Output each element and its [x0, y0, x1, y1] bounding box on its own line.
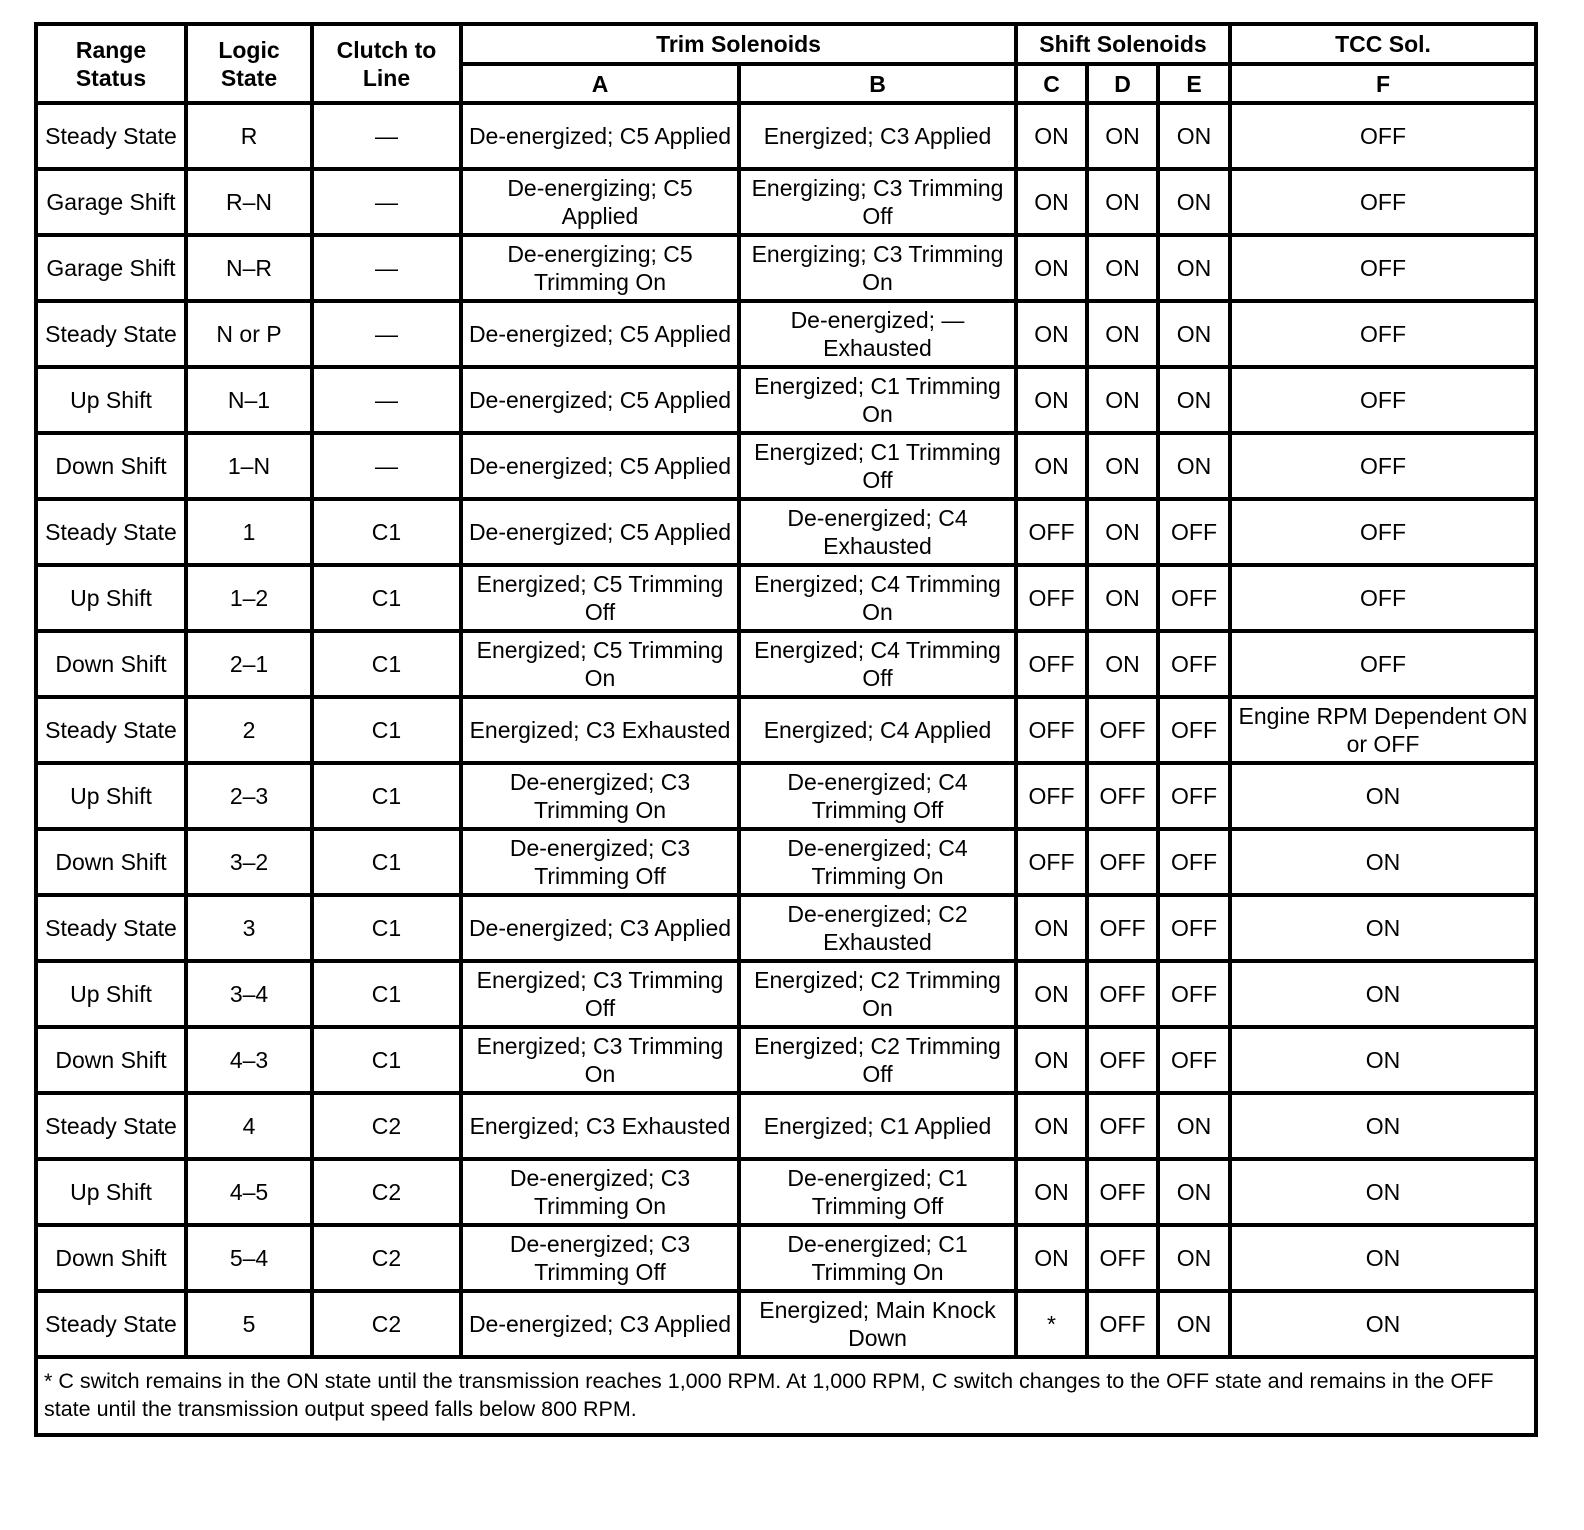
header-trim-solenoids: Trim Solenoids	[461, 24, 1016, 64]
table-row	[36, 1159, 1536, 1225]
cell-trim-a: De-energized; C3 Applied	[461, 1291, 739, 1357]
cell-range-status: Garage Shift	[36, 235, 186, 301]
cell-trim-b: Energized; C3 Applied	[739, 103, 1016, 169]
cell-logic-state: R–N	[186, 169, 312, 235]
cell-range-status: Down Shift	[36, 433, 186, 499]
header-tcc-sol: TCC Sol.	[1230, 24, 1536, 64]
cell-logic-state: 1	[186, 499, 312, 565]
cell-clutch-to-line: C2	[312, 1291, 461, 1357]
cell-shift-c: OFF	[1016, 631, 1087, 697]
cell-clutch-to-line: —	[312, 235, 461, 301]
cell-trim-b: De-energized; C4 Trimming On	[739, 829, 1016, 895]
cell-trim-a: De-energized; C3 Applied	[461, 895, 739, 961]
cell-trim-b: Energized; C4 Trimming On	[739, 565, 1016, 631]
cell-shift-d: OFF	[1087, 895, 1158, 961]
cell-shift-c: ON	[1016, 1159, 1087, 1225]
cell-shift-e: ON	[1158, 169, 1230, 235]
cell-tcc-f: OFF	[1230, 367, 1536, 433]
cell-clutch-to-line: —	[312, 169, 461, 235]
cell-trim-a: De-energizing; C5 Trimming On	[461, 235, 739, 301]
cell-tcc-f: ON	[1230, 829, 1536, 895]
cell-shift-e: OFF	[1158, 499, 1230, 565]
cell-tcc-f: ON	[1230, 1027, 1536, 1093]
cell-trim-a: Energized; C5 Trimming Off	[461, 565, 739, 631]
cell-tcc-f: ON	[1230, 1093, 1536, 1159]
cell-logic-state: 1–N	[186, 433, 312, 499]
cell-trim-b: De-energized; — Exhausted	[739, 301, 1016, 367]
cell-shift-c: ON	[1016, 1225, 1087, 1291]
cell-trim-b: Energized; C1 Trimming Off	[739, 433, 1016, 499]
cell-shift-e: ON	[1158, 235, 1230, 301]
cell-trim-b: Energized; C4 Applied	[739, 697, 1016, 763]
cell-shift-e: OFF	[1158, 895, 1230, 961]
cell-shift-e: ON	[1158, 301, 1230, 367]
cell-clutch-to-line: C1	[312, 631, 461, 697]
cell-clutch-to-line: C1	[312, 565, 461, 631]
cell-tcc-f: ON	[1230, 895, 1536, 961]
cell-range-status: Up Shift	[36, 565, 186, 631]
table-row	[36, 829, 1536, 895]
table-row	[36, 1093, 1536, 1159]
cell-shift-e: ON	[1158, 1093, 1230, 1159]
cell-shift-c: OFF	[1016, 565, 1087, 631]
table-row	[36, 301, 1536, 367]
cell-range-status: Down Shift	[36, 1027, 186, 1093]
cell-trim-b: Energizing; C3 Trimming Off	[739, 169, 1016, 235]
header-col-c: C	[1016, 64, 1087, 103]
header-col-b: B	[739, 64, 1016, 103]
cell-logic-state: 3–4	[186, 961, 312, 1027]
cell-range-status: Up Shift	[36, 961, 186, 1027]
cell-trim-b: Energized; C2 Trimming On	[739, 961, 1016, 1027]
cell-range-status: Steady State	[36, 895, 186, 961]
table-row	[36, 565, 1536, 631]
cell-trim-b: Energized; C4 Trimming Off	[739, 631, 1016, 697]
table-row	[36, 1291, 1536, 1357]
cell-shift-c: OFF	[1016, 499, 1087, 565]
cell-shift-c: ON	[1016, 367, 1087, 433]
cell-range-status: Down Shift	[36, 829, 186, 895]
cell-clutch-to-line: —	[312, 301, 461, 367]
cell-logic-state: N–1	[186, 367, 312, 433]
cell-tcc-f: OFF	[1230, 499, 1536, 565]
cell-shift-c: OFF	[1016, 829, 1087, 895]
cell-shift-d: ON	[1087, 565, 1158, 631]
cell-trim-b: Energizing; C3 Trimming On	[739, 235, 1016, 301]
cell-logic-state: 2	[186, 697, 312, 763]
cell-tcc-f: ON	[1230, 1159, 1536, 1225]
cell-range-status: Steady State	[36, 1093, 186, 1159]
cell-range-status: Down Shift	[36, 1225, 186, 1291]
cell-shift-e: OFF	[1158, 1027, 1230, 1093]
footnote-text: * C switch remains in the ON state until the transmission reaches 1,000 RPM. At 1,000 RPM, C switch changes to the OFF state and remains in the OFF state until the transmission output speed falls below 800 RPM.	[36, 1357, 1536, 1435]
cell-logic-state: 3–2	[186, 829, 312, 895]
cell-clutch-to-line: —	[312, 367, 461, 433]
cell-tcc-f: ON	[1230, 1291, 1536, 1357]
cell-range-status: Garage Shift	[36, 169, 186, 235]
header-range-status: Range Status	[36, 24, 186, 103]
table-row	[36, 631, 1536, 697]
cell-shift-d: OFF	[1087, 1225, 1158, 1291]
header-col-a: A	[461, 64, 739, 103]
cell-clutch-to-line: C1	[312, 763, 461, 829]
cell-shift-e: OFF	[1158, 631, 1230, 697]
header-row-groups	[36, 24, 1536, 64]
cell-trim-a: De-energized; C5 Applied	[461, 499, 739, 565]
cell-trim-b: De-energized; C1 Trimming Off	[739, 1159, 1016, 1225]
cell-shift-e: OFF	[1158, 829, 1230, 895]
cell-trim-a: De-energizing; C5 Applied	[461, 169, 739, 235]
cell-shift-c: ON	[1016, 895, 1087, 961]
cell-tcc-f: OFF	[1230, 235, 1536, 301]
table-row	[36, 697, 1536, 763]
table-row	[36, 367, 1536, 433]
cell-tcc-f: ON	[1230, 763, 1536, 829]
header-shift-solenoids: Shift Solenoids	[1016, 24, 1230, 64]
cell-logic-state: 2–3	[186, 763, 312, 829]
cell-tcc-f: ON	[1230, 961, 1536, 1027]
cell-shift-e: ON	[1158, 367, 1230, 433]
cell-clutch-to-line: C1	[312, 697, 461, 763]
cell-logic-state: R	[186, 103, 312, 169]
footnote-row	[36, 1357, 1536, 1435]
cell-trim-b: De-energized; C1 Trimming On	[739, 1225, 1016, 1291]
cell-trim-a: De-energized; C5 Applied	[461, 367, 739, 433]
cell-shift-c: ON	[1016, 1027, 1087, 1093]
cell-trim-a: Energized; C3 Trimming On	[461, 1027, 739, 1093]
cell-trim-b: Energized; C2 Trimming Off	[739, 1027, 1016, 1093]
cell-logic-state: 4–5	[186, 1159, 312, 1225]
table-row	[36, 763, 1536, 829]
cell-trim-b: De-energized; C4 Trimming Off	[739, 763, 1016, 829]
cell-trim-a: De-energized; C3 Trimming Off	[461, 1225, 739, 1291]
cell-trim-b: Energized; Main Knock Down	[739, 1291, 1016, 1357]
cell-shift-c: ON	[1016, 1093, 1087, 1159]
solenoid-table-container	[34, 22, 1534, 1437]
cell-clutch-to-line: C2	[312, 1093, 461, 1159]
cell-shift-d: ON	[1087, 235, 1158, 301]
cell-shift-e: ON	[1158, 433, 1230, 499]
cell-clutch-to-line: C1	[312, 895, 461, 961]
table-row	[36, 235, 1536, 301]
cell-shift-e: OFF	[1158, 763, 1230, 829]
cell-trim-a: De-energized; C3 Trimming On	[461, 1159, 739, 1225]
cell-tcc-f: OFF	[1230, 565, 1536, 631]
cell-range-status: Steady State	[36, 301, 186, 367]
table-body	[36, 103, 1536, 1357]
cell-trim-a: Energized; C3 Exhausted	[461, 1093, 739, 1159]
cell-range-status: Steady State	[36, 499, 186, 565]
cell-trim-a: De-energized; C5 Applied	[461, 433, 739, 499]
cell-range-status: Down Shift	[36, 631, 186, 697]
solenoid-logic-table	[34, 22, 1538, 1437]
cell-shift-c: *	[1016, 1291, 1087, 1357]
cell-shift-c: ON	[1016, 235, 1087, 301]
table-row	[36, 433, 1536, 499]
cell-shift-c: OFF	[1016, 763, 1087, 829]
table-row	[36, 169, 1536, 235]
cell-range-status: Steady State	[36, 103, 186, 169]
cell-logic-state: N or P	[186, 301, 312, 367]
cell-logic-state: 5–4	[186, 1225, 312, 1291]
cell-shift-d: ON	[1087, 499, 1158, 565]
cell-range-status: Up Shift	[36, 367, 186, 433]
cell-trim-a: De-energized; C5 Applied	[461, 301, 739, 367]
cell-tcc-f: Engine RPM Dependent ON or OFF	[1230, 697, 1536, 763]
cell-tcc-f: OFF	[1230, 103, 1536, 169]
cell-logic-state: 1–2	[186, 565, 312, 631]
table-row	[36, 103, 1536, 169]
header-col-e: E	[1158, 64, 1230, 103]
cell-shift-e: ON	[1158, 1159, 1230, 1225]
cell-shift-d: OFF	[1087, 1027, 1158, 1093]
cell-clutch-to-line: C2	[312, 1159, 461, 1225]
cell-logic-state: N–R	[186, 235, 312, 301]
cell-range-status: Up Shift	[36, 763, 186, 829]
cell-shift-e: OFF	[1158, 961, 1230, 1027]
cell-shift-e: OFF	[1158, 565, 1230, 631]
cell-tcc-f: OFF	[1230, 631, 1536, 697]
cell-shift-c: ON	[1016, 433, 1087, 499]
cell-shift-d: OFF	[1087, 697, 1158, 763]
cell-shift-c: ON	[1016, 103, 1087, 169]
cell-shift-e: ON	[1158, 103, 1230, 169]
cell-shift-d: ON	[1087, 433, 1158, 499]
table-row	[36, 1027, 1536, 1093]
cell-shift-d: ON	[1087, 367, 1158, 433]
cell-trim-a: De-energized; C5 Applied	[461, 103, 739, 169]
cell-range-status: Steady State	[36, 1291, 186, 1357]
cell-range-status: Up Shift	[36, 1159, 186, 1225]
table-row	[36, 961, 1536, 1027]
cell-clutch-to-line: C1	[312, 499, 461, 565]
cell-clutch-to-line: —	[312, 103, 461, 169]
cell-shift-d: OFF	[1087, 961, 1158, 1027]
cell-trim-a: Energized; C3 Trimming Off	[461, 961, 739, 1027]
table-row	[36, 895, 1536, 961]
cell-clutch-to-line: —	[312, 433, 461, 499]
cell-shift-d: ON	[1087, 631, 1158, 697]
cell-shift-c: ON	[1016, 301, 1087, 367]
cell-tcc-f: ON	[1230, 1225, 1536, 1291]
cell-trim-a: De-energized; C3 Trimming Off	[461, 829, 739, 895]
cell-shift-c: ON	[1016, 169, 1087, 235]
table-row	[36, 1225, 1536, 1291]
cell-logic-state: 4–3	[186, 1027, 312, 1093]
cell-shift-e: OFF	[1158, 697, 1230, 763]
header-clutch-to-line: Clutch to Line	[312, 24, 461, 103]
cell-shift-d: ON	[1087, 301, 1158, 367]
cell-shift-d: ON	[1087, 103, 1158, 169]
header-col-f: F	[1230, 64, 1536, 103]
cell-tcc-f: OFF	[1230, 169, 1536, 235]
cell-logic-state: 5	[186, 1291, 312, 1357]
cell-shift-d: OFF	[1087, 829, 1158, 895]
cell-range-status: Steady State	[36, 697, 186, 763]
cell-clutch-to-line: C1	[312, 961, 461, 1027]
cell-logic-state: 2–1	[186, 631, 312, 697]
cell-trim-a: De-energized; C3 Trimming On	[461, 763, 739, 829]
cell-shift-e: ON	[1158, 1225, 1230, 1291]
cell-shift-e: ON	[1158, 1291, 1230, 1357]
cell-shift-d: ON	[1087, 169, 1158, 235]
cell-shift-d: OFF	[1087, 1291, 1158, 1357]
cell-clutch-to-line: C1	[312, 1027, 461, 1093]
cell-trim-b: Energized; C1 Trimming On	[739, 367, 1016, 433]
cell-tcc-f: OFF	[1230, 433, 1536, 499]
cell-tcc-f: OFF	[1230, 301, 1536, 367]
cell-shift-c: ON	[1016, 961, 1087, 1027]
cell-logic-state: 4	[186, 1093, 312, 1159]
cell-trim-b: De-energized; C4 Exhausted	[739, 499, 1016, 565]
header-col-d: D	[1087, 64, 1158, 103]
cell-clutch-to-line: C1	[312, 829, 461, 895]
cell-shift-d: OFF	[1087, 1093, 1158, 1159]
header-logic-state: Logic State	[186, 24, 312, 103]
cell-trim-b: De-energized; C2 Exhausted	[739, 895, 1016, 961]
cell-shift-c: OFF	[1016, 697, 1087, 763]
cell-trim-a: Energized; C5 Trimming On	[461, 631, 739, 697]
cell-shift-d: OFF	[1087, 763, 1158, 829]
cell-trim-b: Energized; C1 Applied	[739, 1093, 1016, 1159]
cell-clutch-to-line: C2	[312, 1225, 461, 1291]
cell-logic-state: 3	[186, 895, 312, 961]
cell-shift-d: OFF	[1087, 1159, 1158, 1225]
cell-trim-a: Energized; C3 Exhausted	[461, 697, 739, 763]
table-row	[36, 499, 1536, 565]
